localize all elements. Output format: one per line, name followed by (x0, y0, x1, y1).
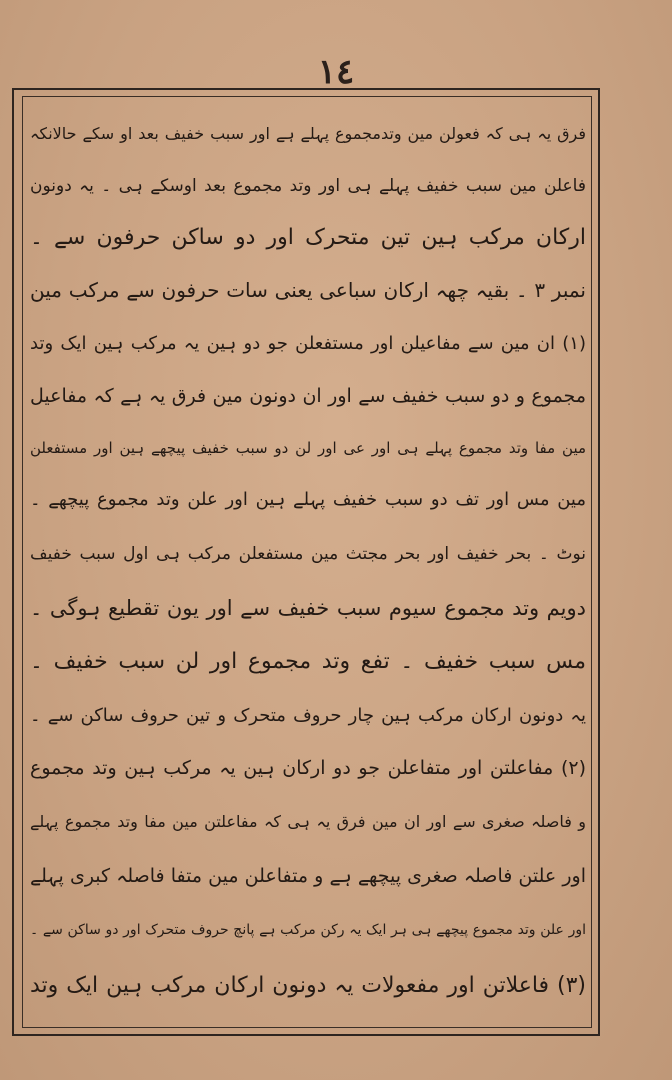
text-line: فرق یہ ہی کہ فعولن مین وتدمجموع پہلے ہے اور سبب خفیف بعد او سکے حالانکہ (30, 124, 586, 143)
text-line: (١) ان مین سے مفاعیلن اور مستفعلن جو دو ہین یہ مرکب ہین ایک وتد (30, 333, 586, 354)
text-line: دویم وتد مجموع سیوم سبب خفیف سے اور یون تقطیع ہوگی ۔ (30, 596, 586, 620)
text-line: نوٹ ۔ بحر خفیف اور بحر مجتث مین مستفعلن مرکب ہی اول سبب خفیف (30, 544, 586, 564)
text-line: مین مفا وتد مجموع پہلے ہی اور عی اور لن دو سبب خفیف پیچھے ہین اور مستفعلن (30, 439, 586, 457)
text-line: مین مس اور تف دو سبب خفیف پہلے ہین اور علن وتد مجموع پیچھے ۔ (30, 489, 586, 510)
text-body (30, 112, 586, 1012)
text-line: مس سبب خفیف ۔ تفع وتد مجموع اور لن سبب خفیف ۔ (30, 649, 586, 674)
text-line: یہ دونون ارکان مرکب ہین چار حروف متحرک و تین حروف ساکن سے ۔ (30, 705, 586, 726)
text-line: مجموع و دو سبب خفیف سے اور ان دونون مین فرق یہ ہے کہ مفاعیل (30, 385, 586, 407)
text-line: (٣) فاعلاتن اور مفعولات یہ دونون ارکان مرکب ہین ایک وتد (30, 973, 586, 998)
text-line: فاعلن مین سبب خفیف پہلے ہی اور وتد مجموع بعد اوسکے ہی ۔ یہ دونون (30, 176, 586, 196)
text-line: ارکان مرکب ہین تین متحرک اور دو ساکن حرفون سے ۔ (30, 225, 586, 250)
text-line: اور علن وتد مجموع پیچھے ہی ہر ایک یہ رکن مرکب ہے پانچ حروف متحرک اور دو ساکن سے ۔ (30, 922, 586, 938)
text-line: (٢) مفاعلتن اور متفاعلن جو دو ارکان ہین یہ مرکب ہین وتد مجموع (30, 757, 586, 779)
text-line: و فاصلہ صغری سے اور ان مین فرق یہ ہی کہ مفاعلتن مین مفا وتد مجموع پہلے (30, 812, 586, 831)
text-line: اور علتن فاصلہ صغری پیچھے ہے و متفاعلن مین متفا فاصلہ کبری پہلے (30, 865, 586, 887)
page-number: ١٤ (317, 52, 355, 92)
text-line: نمبر ٣ ۔ بقیہ چھہ ارکان سباعی یعنی سات حرفون سے مرکب مین (30, 278, 586, 302)
